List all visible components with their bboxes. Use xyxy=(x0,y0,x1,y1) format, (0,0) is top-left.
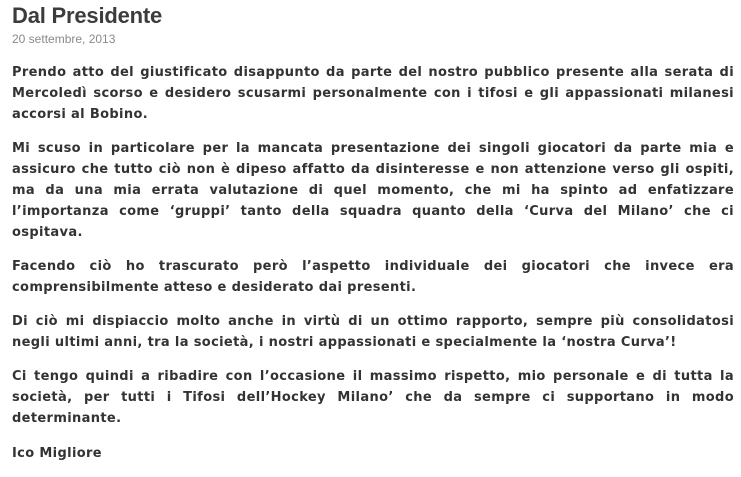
post-title: Dal Presidente xyxy=(12,3,163,28)
post-paragraph: Mi scuso in particolare per la mancata presentazione dei singoli giocatori da parte mia e assicuro che tutto ciò non è dipeso affatto da disinteresse e non attenzione verso gli ospiti, ma da una mia errata valutazione di quel momento, che mi ha spinto ad enfatizzare l’importanza come ‘gruppi’ tanto della squadra quanto della ‘Curva del Milano’ che ci ospitava. xyxy=(12,141,734,240)
post-paragraph: Prendo atto del giustificato disappunto da parte del nostro pubblico presente alla serata di Mercoledì scorso e desidero scusarmi personalmente con i tifosi e gli appassionati milanesi accorsi al Bobino. xyxy=(12,65,734,122)
post-signature: Ico Migliore xyxy=(12,446,102,461)
post-paragraph: Di ciò mi dispiaccio molto anche in virtù di un ottimo rapporto, sempre più consolidatosi negli ultimi anni, tra la società, i nostri appassionati e specialmente la ‘nostra Curva’! xyxy=(12,314,734,350)
post-paragraph: Ci tengo quindi a ribadire con l’occasione il massimo rispetto, mio personale e di tutta la società, per tutti i Tifosi dell’Hockey Milano’ che da sempre ci supportano in modo determinante. xyxy=(12,369,734,426)
post-date: 20 settembre, 2013 xyxy=(12,32,116,46)
post-body xyxy=(12,62,734,464)
blog-post xyxy=(12,0,734,477)
post-paragraph: Facendo ciò ho trascurato però l’aspetto individuale dei giocatori che invece era comprensibilmente atteso e desiderato dai presenti. xyxy=(12,259,734,295)
